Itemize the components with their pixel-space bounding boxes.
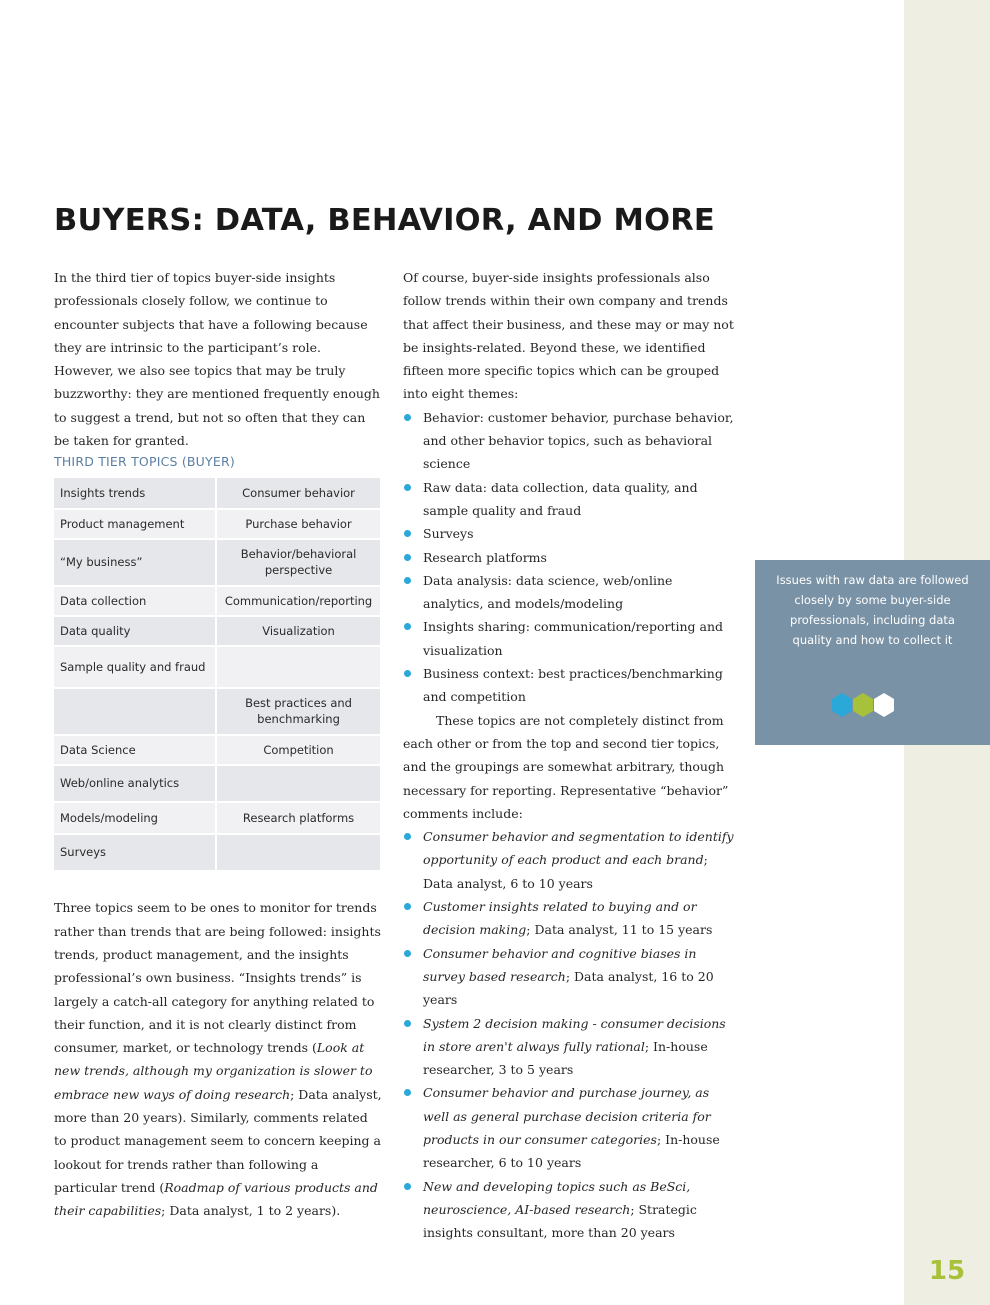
- themes-intro: Of course, buyer-side insights professionals also follow trends within their own company and trends that affect their business, and these may or may not be insights-related. Beyond these, we identified fifteen more specific topics which can be grouped into eight themes:: [403, 270, 734, 402]
- quote-item: Customer insights related to buying and or decision making; Data analyst, 11 to 15 years: [403, 895, 735, 942]
- table-cell: [217, 835, 380, 870]
- page-heading: BUYERS: DATA, BEHAVIOR, AND MORE: [54, 203, 715, 238]
- bullet-dot-icon: [404, 577, 411, 584]
- table-row: [54, 803, 380, 833]
- callout-box: [755, 560, 990, 745]
- theme-item: Insights sharing: communication/reporting and visualization: [403, 615, 735, 662]
- table-cell: Consumer behavior: [217, 478, 380, 508]
- table-cell: Surveys: [54, 835, 215, 870]
- table-cell: Best practices and benchmarking: [217, 689, 380, 734]
- bullet-dot-icon: [404, 903, 411, 910]
- table-row: [54, 736, 380, 764]
- table-cell: Communication/reporting: [217, 587, 380, 615]
- table-row: [54, 510, 380, 538]
- quotes-list: [403, 825, 735, 1244]
- quote-item: New and developing topics such as BeSci, neuroscience, AI-based research; Strategic insights consultant, more than 20 years: [403, 1175, 735, 1245]
- quote-item: System 2 decision making - consumer decisions in store aren't always fully rational; In-house researcher, 3 to 5 years: [403, 1012, 735, 1082]
- bullet-dot-icon: [404, 1020, 411, 1027]
- table-row: [54, 647, 380, 687]
- bullet-dot-icon: [404, 833, 411, 840]
- table-row: [54, 587, 380, 615]
- table-row: [54, 478, 380, 508]
- left-column: [54, 266, 382, 1223]
- bullet-dot-icon: [404, 950, 411, 957]
- bullet-dot-icon: [404, 623, 411, 630]
- quote-item: Consumer behavior and purchase journey, as well as general purchase decision criteria for products in our consumer categories; In-house researcher, 6 to 10 years: [403, 1081, 735, 1174]
- table-cell: Data Science: [54, 736, 215, 764]
- hexagon-decoration-icon: [831, 692, 895, 718]
- theme-item: Data analysis: data science, web/online analytics, and models/modeling: [403, 569, 735, 616]
- table-cell: Visualization: [217, 617, 380, 645]
- table-cell: Product management: [54, 510, 215, 538]
- bullet-dot-icon: [404, 1183, 411, 1190]
- table-title: THIRD TIER TOPICS (BUYER): [54, 454, 235, 470]
- table-row: [54, 689, 380, 734]
- bullet-dot-icon: [404, 414, 411, 421]
- page-number: 15: [928, 1256, 966, 1286]
- theme-item: Research platforms: [403, 546, 735, 569]
- bullet-dot-icon: [404, 1089, 411, 1096]
- table-cell: [217, 766, 380, 801]
- table-cell: Sample quality and fraud: [54, 647, 215, 687]
- intro-paragraph: In the third tier of topics buyer-side insights professionals closely follow, we continue to encounter subjects that have a following because they are intrinsic to the participant’s role. However, we also see topics that may be truly buzzworthy: they are mentioned frequently enough to suggest a trend, but not so often that they can be taken for granted.: [54, 270, 380, 449]
- bullet-dot-icon: [404, 530, 411, 537]
- theme-item: Surveys: [403, 522, 735, 545]
- trends-paragraph: Three topics seem to be ones to monitor for trends rather than trends that are being followed: insights trends, product management, and the insights professional’s own business. “Insights trends” is largely a catch-all category for anything related to their function, and it is not clearly distinct from consumer, market, or technology trends (Look at new trends, although my organization is slower to embrace new ways of doing research; Data analyst, more than 20 years). Similarly, comments related to product management seem to concern keeping a lookout for trends rather than following a particular trend (Roadmap of various products and their capabilities; Data analyst, 1 to 2 years).: [54, 900, 382, 1219]
- topics-table: [52, 476, 382, 872]
- right-column: [403, 266, 735, 1244]
- table-row: [54, 540, 380, 585]
- bullet-dot-icon: [404, 484, 411, 491]
- table-cell: Purchase behavior: [217, 510, 380, 538]
- callout-text: Issues with raw data are followed closely by some buyer-side professionals, including data quality and how to collect it: [776, 573, 969, 647]
- quote-item: Consumer behavior and segmentation to identify opportunity of each product and each brand; Data analyst, 6 to 10 years: [403, 825, 735, 895]
- theme-item: Behavior: customer behavior, purchase behavior, and other behavior topics, such as behavioral science: [403, 406, 735, 476]
- quote-item: Consumer behavior and cognitive biases in survey based research; Data analyst, 16 to 20 years: [403, 942, 735, 1012]
- theme-item: Raw data: data collection, data quality, and sample quality and fraud: [403, 476, 735, 523]
- table-cell: [54, 689, 215, 734]
- table-row: [54, 835, 380, 870]
- table-cell: Behavior/behavioral perspective: [217, 540, 380, 585]
- table-cell: Web/online analytics: [54, 766, 215, 801]
- bullet-dot-icon: [404, 554, 411, 561]
- themes-list: [403, 406, 735, 709]
- table-cell: Research platforms: [217, 803, 380, 833]
- table-row: [54, 766, 380, 801]
- table-cell: “My business”: [54, 540, 215, 585]
- table-row: [54, 617, 380, 645]
- table-cell: Models/modeling: [54, 803, 215, 833]
- theme-item: Business context: best practices/benchmarking and competition: [403, 662, 735, 709]
- behavior-paragraph: These topics are not completely distinct from each other or from the top and second tier topics, and the groupings are somewhat arbitrary, though necessary for reporting. Representative “behavior” comments include:: [403, 712, 729, 821]
- table-cell: Insights trends: [54, 478, 215, 508]
- table-cell: [217, 647, 380, 687]
- table-cell: Data collection: [54, 587, 215, 615]
- bullet-dot-icon: [404, 670, 411, 677]
- table-cell: Competition: [217, 736, 380, 764]
- table-cell: Data quality: [54, 617, 215, 645]
